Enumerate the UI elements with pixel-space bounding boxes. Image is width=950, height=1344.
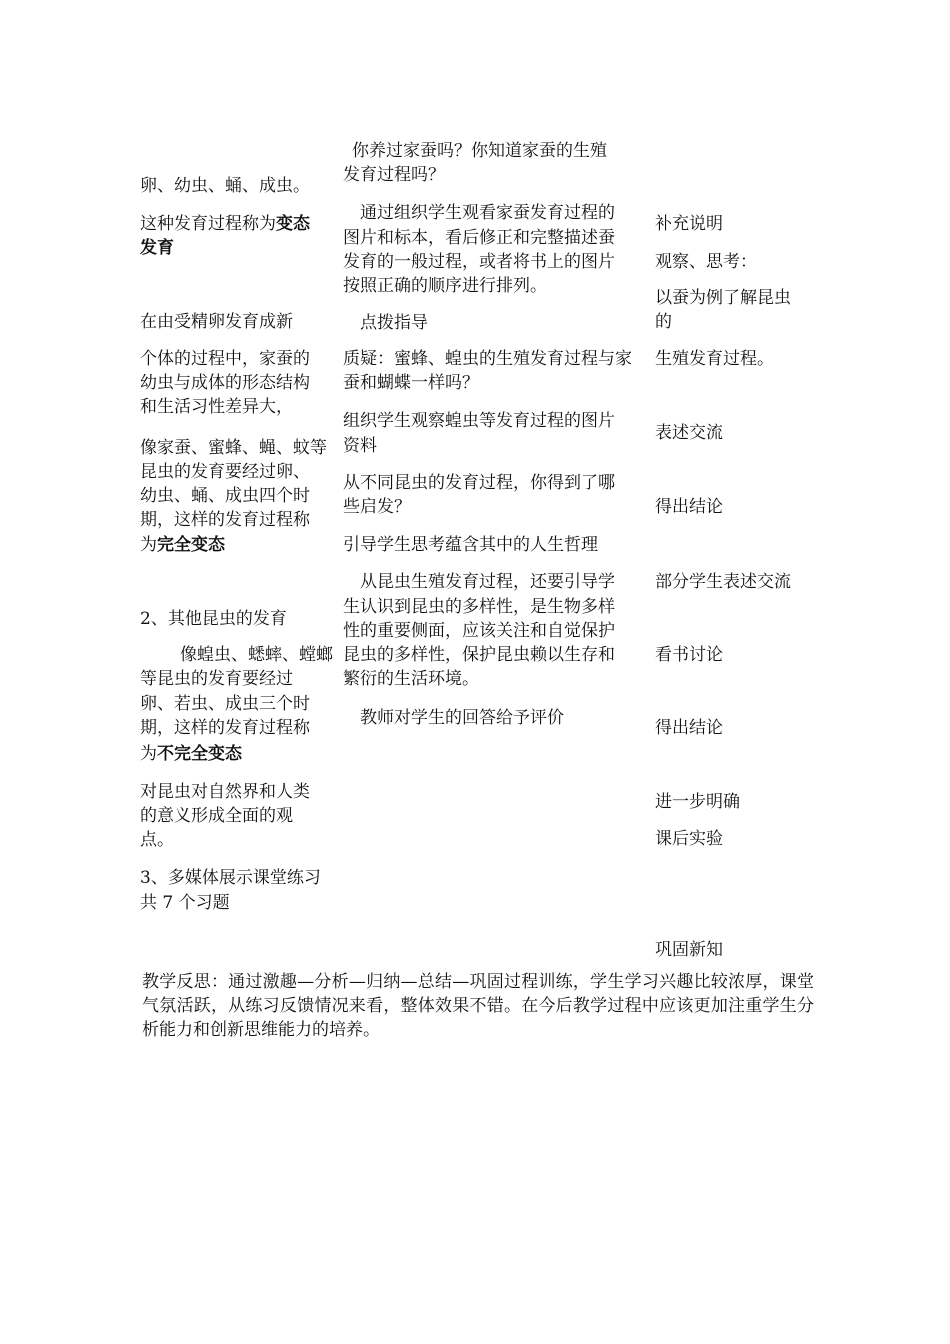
middle-text: 资料 [343,436,377,456]
left-text: 在由受精卵发育成新 [140,312,293,332]
right-text: 以蚕为例了解昆虫 [655,288,791,308]
left-text: 卵、幼虫、蛹、成虫。 [140,176,310,196]
right-text: 巩固新知 [655,940,723,960]
right-text: 部分学生表述交流 [655,572,791,592]
middle-text: 图片和标本，看后修正和完整描述蚕 [343,228,615,248]
middle-text: 从不同昆虫的发育过程，你得到了哪 [343,473,615,493]
left-text: 幼虫、蛹、成虫四个时 [140,486,310,506]
left-text: 个体的过程中，家蚕的 [140,349,310,369]
left-text [140,533,225,557]
right-text: 得出结论 [655,497,723,517]
left-text-part: 这种发育过程称为 [140,214,276,234]
left-text: 卵、若虫、成虫三个时 [140,694,310,714]
middle-text: 按照正确的顺序进行排列。 [343,276,547,296]
middle-text: 生认识到昆虫的多样性，是生物多样 [343,597,615,617]
section-heading: 3、多媒体展示课堂练习 [140,868,321,888]
right-text: 得出结论 [655,718,723,738]
section-heading: 2、其他昆虫的发育 [140,609,287,629]
right-text: 课后实验 [655,829,723,849]
left-text: 的意义形成全面的观 [140,806,293,826]
middle-text: 发育过程吗？ [343,165,445,185]
middle-text: 教师对学生的回答给予评价 [360,708,564,728]
middle-text: 发育的一般过程，或者将书上的图片 [343,252,615,272]
right-text: 补充说明 [655,214,723,234]
left-text: 像蝗虫、蟋蟀、螳螂 [180,645,333,665]
term-bold: 变态 [276,214,310,234]
middle-text: 从昆虫生殖发育过程，还要引导学 [360,572,615,592]
middle-text: 点拨指导 [360,313,428,333]
middle-text: 蚕和蝴蝶一样吗？ [343,373,479,393]
term-bold: 发育 [140,238,174,258]
left-text: 对昆虫对自然界和人类 [140,782,310,802]
right-text: 表述交流 [655,423,723,443]
left-text: 等昆虫的发育要经过 [140,669,293,689]
left-text: 昆虫的发育要经过卵、 [140,462,310,482]
left-text [140,742,242,766]
teaching-reflection: 教学反思：通过激趣—分析—归纳—总结—巩固过程训练，学生学习兴趣比较浓厚，课堂气氛活跃，从练习反馈情况来看，整体效果不错。在今后教学过程中应该更加注重学生分析能力和创新思维能力的培养。 [142,972,814,1040]
right-text: 看书讨论 [655,645,723,665]
left-text: 点。 [140,830,174,850]
middle-text: 性的重要侧面，应该关注和自觉保护 [343,621,615,641]
left-text: 和生活习性差异大， [140,397,293,417]
left-text-part: 为 [140,535,157,555]
middle-text: 引导学生思考蕴含其中的人生哲理 [343,535,598,555]
middle-text: 繁衍的生活环境。 [343,669,479,689]
left-text: 期，这样的发育过程称 [140,718,310,738]
middle-text: 组织学生观察蝗虫等发育过程的图片 [343,411,615,431]
term-bold: 不完全变态 [157,744,242,764]
left-text: 期，这样的发育过程称 [140,510,310,530]
middle-text: 昆虫的多样性，保护昆虫赖以生存和 [343,645,615,665]
middle-text: 些启发？ [343,497,411,517]
left-text: 幼虫与成体的形态结构 [140,373,310,393]
right-text: 生殖发育过程。 [655,349,774,369]
middle-text: 通过组织学生观看家蚕发育过程的 [360,203,615,223]
middle-text: 你养过家蚕吗？你知道家蚕的生殖 [352,141,607,161]
left-text [140,212,310,236]
right-text: 的 [655,312,672,332]
left-text: 共 7 个习题 [140,893,230,913]
left-text: 像家蚕、蜜蜂、蝇、蚊等 [140,438,327,458]
right-text: 进一步明确 [655,792,740,812]
term-bold: 完全变态 [157,535,225,555]
right-text: 观察、思考： [655,252,757,272]
left-text-part: 为 [140,744,157,764]
middle-text: 质疑：蜜蜂、蝗虫的生殖发育过程与家 [343,349,632,369]
